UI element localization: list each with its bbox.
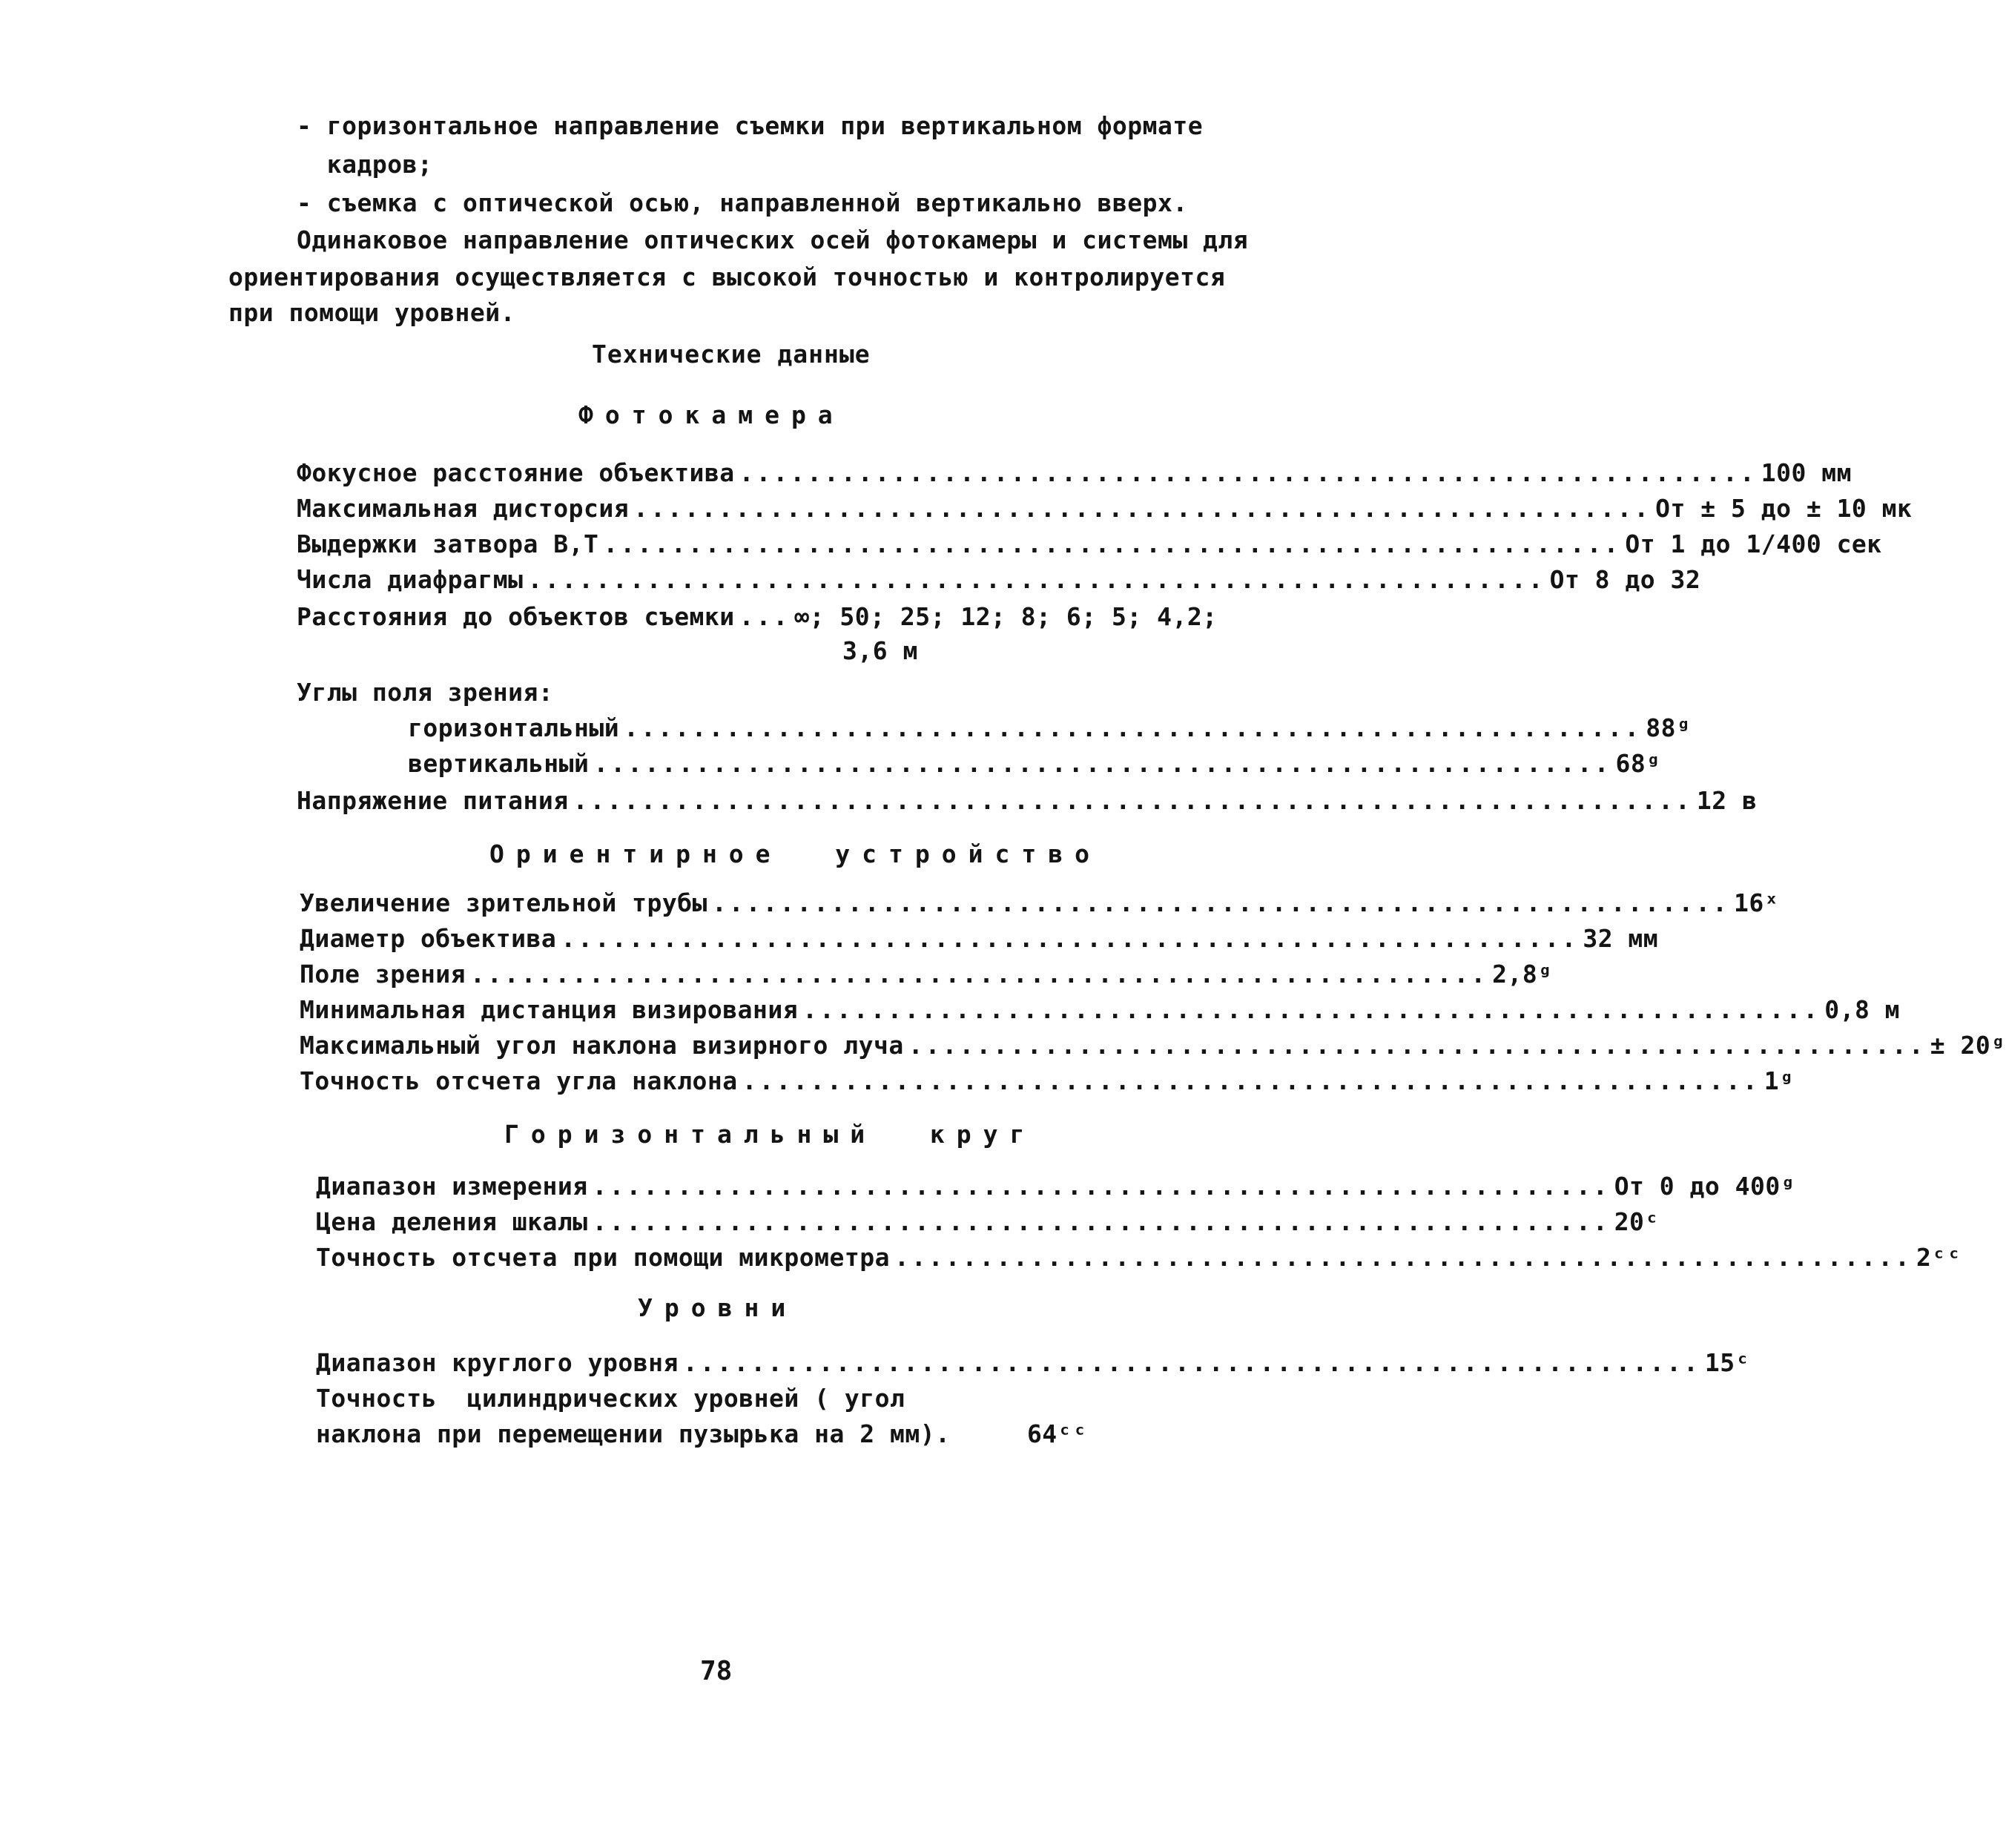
spec-value: От 1 до 1/400 сек bbox=[1625, 529, 1882, 558]
leader-spacer bbox=[954, 1418, 1022, 1451]
spec-row bbox=[316, 1418, 1088, 1451]
leader-dots: ............................................................ bbox=[682, 1348, 1700, 1377]
spec-label: Выдержки затвора В,Т bbox=[297, 529, 599, 558]
spec-value: 1ᵍ bbox=[1764, 1066, 1795, 1095]
spec-value-continued: 3,6 м bbox=[842, 636, 918, 665]
spec-value: 0,8 м bbox=[1824, 995, 1901, 1024]
spec-value: 88ᵍ bbox=[1646, 713, 1692, 742]
spec-row bbox=[297, 492, 1913, 525]
spec-label: Минимальная дистанция визирования bbox=[300, 995, 799, 1024]
section-heading-circle: Горизонтальный круг bbox=[504, 1120, 1037, 1149]
section-heading-orient: Ориентирное устройство bbox=[489, 839, 1101, 868]
spec-label: горизонтальный bbox=[408, 713, 620, 742]
spec-row bbox=[297, 564, 1701, 596]
spec-label: Фокусное расстояние объектива bbox=[297, 458, 735, 487]
leader-dots: ............................................................ bbox=[527, 565, 1545, 594]
leader-dots: ............................................................ bbox=[470, 960, 1488, 989]
intro-line-5: ориентирования осуществляется с высокой точностью и контролируется bbox=[228, 263, 1226, 291]
spec-value: 20ᶜ bbox=[1614, 1207, 1660, 1236]
spec-value: 2,8ᵍ bbox=[1492, 960, 1553, 989]
spec-value: 16ˣ bbox=[1734, 888, 1780, 917]
spec-row bbox=[297, 457, 1852, 489]
section-heading-camera: Фотокамера bbox=[578, 400, 845, 429]
leader-dots: ... bbox=[739, 602, 791, 631]
spec-row bbox=[316, 1241, 1962, 1274]
spec-value: От ± 5 до ± 10 мк bbox=[1655, 494, 1913, 523]
spec-value: ± 20ᵍ bbox=[1930, 1031, 2006, 1060]
spec-label: Диапазон круглого уровня bbox=[316, 1348, 679, 1377]
spec-value: 64ᶜᶜ bbox=[1026, 1419, 1088, 1448]
leader-dots: ............................................................ bbox=[802, 995, 1821, 1024]
spec-label: Цена деления шкалы bbox=[316, 1207, 588, 1236]
leader-dots: ............................................................ bbox=[593, 749, 1611, 778]
spec-row bbox=[297, 601, 1218, 633]
spec-value: 2ᶜᶜ bbox=[1916, 1243, 1962, 1272]
leader-dots: ............................................................ bbox=[603, 529, 1621, 558]
view-angles-heading: Углы поля зрения: bbox=[297, 678, 554, 707]
leader-dots: ............................................................ bbox=[711, 888, 1729, 917]
spec-value: 100 мм bbox=[1761, 458, 1852, 487]
spec-row bbox=[300, 994, 1901, 1026]
levels-accuracy-line-1: Точность цилиндрических уровней ( угол bbox=[316, 1384, 905, 1413]
leader-dots: ............................................................ bbox=[633, 494, 1652, 523]
spec-label: Напряжение питания bbox=[297, 786, 569, 815]
spec-value: От 0 до 400ᵍ bbox=[1614, 1172, 1796, 1201]
spec-row bbox=[297, 528, 1882, 561]
intro-line-6: при помощи уровней. bbox=[228, 298, 515, 327]
spec-label: Поле зрения bbox=[300, 960, 466, 989]
spec-value: 15ᶜ bbox=[1704, 1348, 1750, 1377]
spec-row bbox=[300, 887, 1780, 920]
spec-label: Максимальная дисторсия bbox=[297, 494, 630, 523]
spec-value: 32 мм bbox=[1583, 924, 1659, 953]
leader-dots: ............................................................ bbox=[561, 924, 1579, 953]
spec-row bbox=[300, 958, 1553, 991]
leader-dots: ............................................................ bbox=[592, 1172, 1610, 1201]
intro-line-3: - съемка с оптической осью, направленной вертикально вверх. bbox=[297, 188, 1188, 217]
page-number: 78 bbox=[700, 1656, 733, 1686]
spec-value: От 8 до 32 bbox=[1549, 565, 1701, 594]
spec-row bbox=[316, 1170, 1796, 1203]
spec-row bbox=[297, 785, 1758, 817]
page-title: Технические данные bbox=[592, 340, 871, 369]
leader-dots: ............................................................ bbox=[894, 1243, 1913, 1272]
spec-label: Диапазон измерения bbox=[316, 1172, 588, 1201]
spec-row bbox=[300, 1029, 2006, 1062]
intro-line-1: - горизонтальное направление съемки при вертикальном формате bbox=[297, 111, 1204, 140]
intro-line-4: Одинаковое направление оптических осей фотокамеры и системы для bbox=[297, 225, 1249, 254]
spec-row bbox=[408, 748, 1661, 780]
spec-row bbox=[300, 1065, 1795, 1098]
spec-label: вертикальный bbox=[408, 749, 590, 778]
leader-dots: .................................................................. bbox=[573, 786, 1692, 815]
spec-label: Максимальный угол наклона визирного луча bbox=[300, 1031, 904, 1060]
spec-label: Диаметр объектива bbox=[300, 924, 557, 953]
spec-value: 68ᵍ bbox=[1615, 749, 1661, 778]
intro-line-2: кадров; bbox=[297, 150, 433, 179]
spec-row bbox=[300, 923, 1659, 955]
section-heading-levels: Уровни bbox=[638, 1293, 798, 1322]
spec-label: Числа диафрагмы bbox=[297, 565, 524, 594]
spec-label: наклона при перемещении пузырька на 2 мм). bbox=[316, 1419, 951, 1448]
spec-label: Расстояния до объектов съемки bbox=[297, 602, 735, 631]
spec-row bbox=[316, 1206, 1660, 1238]
leader-dots: ............................................................ bbox=[739, 458, 1757, 487]
spec-row bbox=[408, 712, 1692, 745]
spec-row bbox=[316, 1347, 1750, 1379]
spec-label: Точность отсчета угла наклона bbox=[300, 1066, 738, 1095]
leader-dots: ............................................................ bbox=[908, 1031, 1926, 1060]
leader-dots: ............................................................ bbox=[592, 1207, 1610, 1236]
spec-label: Увеличение зрительной трубы bbox=[300, 888, 707, 917]
spec-label: Точность отсчета при помощи микрометра bbox=[316, 1243, 890, 1272]
spec-value: 12 в bbox=[1696, 786, 1758, 815]
leader-dots: ............................................................ bbox=[742, 1066, 1760, 1095]
leader-dots: ............................................................ bbox=[624, 713, 1642, 742]
spec-value: ∞; 50; 25; 12; 8; 6; 5; 4,2; bbox=[794, 602, 1218, 631]
